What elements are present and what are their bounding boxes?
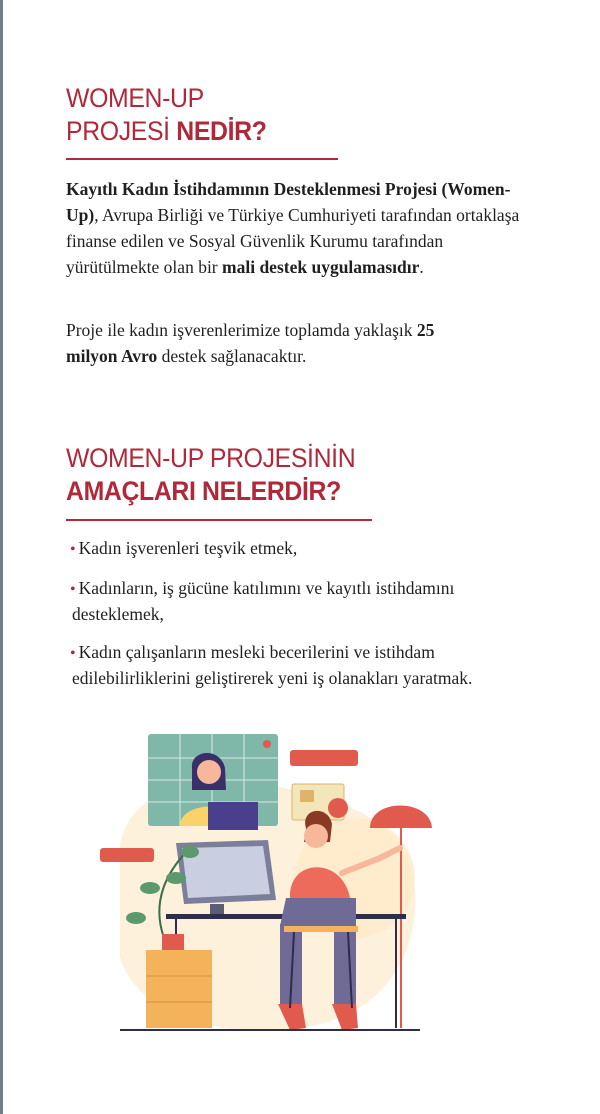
financial-support-phrase: mali destek uygulamasıdır xyxy=(222,257,420,277)
women-working-illustration xyxy=(80,728,440,1046)
section2-underline xyxy=(66,519,372,521)
goals-list xyxy=(66,536,546,690)
section2-heading-line1: WOMEN-UP PROJESİNİN xyxy=(66,443,356,473)
section2-heading-line2: AMAÇLARI NELERDİR? xyxy=(66,476,341,506)
paragraph2-start: Proje ile kadın işverenlerimize toplamda yaklaşık xyxy=(66,320,417,340)
goal-text: Kadın işverenleri teşvik etmek, xyxy=(78,538,298,558)
project-name: Kayıtlı Kadın İstihdamının Desteklenmesi Projesi (Women-Up) xyxy=(66,179,511,225)
section1-heading-line1: WOMEN-UP xyxy=(66,83,204,113)
section1-heading-bold: NEDİR? xyxy=(176,116,267,146)
section1-underline xyxy=(66,158,338,160)
goal-text: Kadınların, iş gücüne katılımını ve kayıtlı istihdamını desteklemek, xyxy=(72,578,455,624)
section1-paragraph2 xyxy=(66,317,466,369)
paragraph1-middle: , Avrupa Birliği ve Türkiye Cumhuriyeti tarafından ortaklaşa finanse edilen ve Sosyal Güvenlik Kurumu tarafından yürütülmekte olan bir xyxy=(66,205,520,277)
section1-heading-regular: PROJESİ xyxy=(66,116,177,146)
section2-heading xyxy=(66,442,355,508)
section1-paragraph1 xyxy=(66,176,526,280)
bullet-dot-icon: • xyxy=(70,541,76,558)
paragraph1-end: . xyxy=(419,257,424,277)
section1-heading xyxy=(66,82,267,148)
paragraph2-end: destek sağlanacaktır. xyxy=(157,346,307,366)
bullet-dot-icon: • xyxy=(70,581,76,598)
bullet-dot-icon: • xyxy=(70,645,76,662)
section1-heading-line2 xyxy=(66,115,267,148)
goal-item xyxy=(66,640,546,690)
goal-item xyxy=(66,576,546,626)
goal-item xyxy=(66,536,546,562)
goal-text: Kadın çalışanların mesleki becerilerini ve istihdam edilebilirliklerini geliştirerek yeni iş olanakları yaratmak. xyxy=(72,642,473,688)
support-amount: 25 milyon Avro xyxy=(66,320,435,366)
left-border xyxy=(0,0,3,1114)
